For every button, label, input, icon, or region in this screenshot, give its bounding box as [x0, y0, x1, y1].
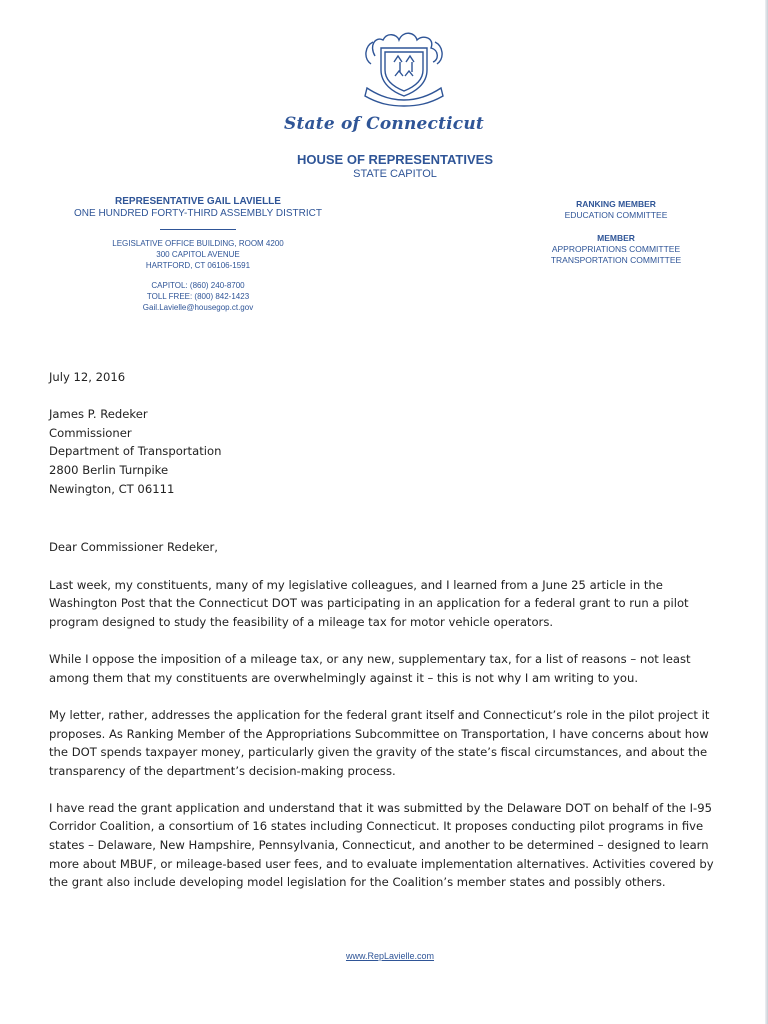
- address-line: LEGISLATIVE OFFICE BUILDING, ROOM 4200: [112, 239, 284, 248]
- office-address: [40, 238, 356, 271]
- divider: [160, 229, 236, 230]
- ranking-committee: EDUCATION COMMITTEE: [564, 210, 668, 220]
- representative-block: [40, 196, 356, 313]
- paragraph: Last week, my constituents, many of my legislative colleagues, and I learned from a June 25 article in the Washington Post that the Connecticut DOT was participating in an application for a federal grant to run a pilot program designed to study the feasibility of a mileage tax for motor vehicle operators.: [49, 577, 689, 629]
- recipient-line: Newington, CT 06111: [49, 481, 175, 496]
- paragraph: While I oppose the imposition of a mileage tax, or any new, supplementary tax, for a list of reasons – not least among them that my constituents are overwhelmingly against it – this is not why I am writing to you.: [49, 652, 691, 685]
- letter-date: July 12, 2016: [49, 370, 126, 384]
- member-label: MEMBER: [597, 233, 635, 243]
- website-link[interactable]: www.RepLavielle.com: [345, 951, 435, 961]
- representative-name: REPRESENTATIVE GAIL LAVIELLE: [115, 196, 281, 207]
- committee-block: [516, 199, 716, 266]
- chamber-name: HOUSE OF REPRESENTATIVES: [297, 152, 493, 167]
- recipient-address: [49, 405, 729, 498]
- recipient-line: Department of Transportation: [49, 444, 222, 459]
- connecticut-state-seal-icon: [359, 26, 449, 110]
- member-committee: TRANSPORTATION COMMITTEE: [550, 255, 682, 265]
- address-line: HARTFORD, CT 06106-1591: [145, 261, 251, 270]
- address-line: 300 CAPITOL AVENUE: [156, 250, 240, 259]
- email-link[interactable]: Gail.Lavielle@housegop.ct.gov: [142, 303, 254, 312]
- member-committee: APPROPRIATIONS COMMITTEE: [551, 244, 681, 254]
- salutation: Dear Commissioner Redeker,: [49, 540, 218, 555]
- recipient-line: James P. Redeker: [49, 407, 148, 422]
- paragraph: I have read the grant application and understand that it was submitted by the Delaware DOT on behalf of the I-95 Corridor Coalition, a consortium of 16 states including Connecticut. It proposes conducting pilot programs in five states – Delaware, New Hampshire, Pennsylvania, Connecticut, and another to be determined – designed to learn more about MBUF, or mileage-based user fees, and to evaluate implementation alternatives. Activities covered by the grant also include developing model legislation for the Coalition’s member states and possibly others.: [49, 800, 714, 890]
- assembly-district: ONE HUNDRED FORTY-THIRD ASSEMBLY DISTRICT: [74, 208, 322, 219]
- paragraph: My letter, rather, addresses the application for the federal grant itself and Connecticut’s role in the pilot project it proposes. As Ranking Member of the Appropriations Subcommittee on Transportation, I have concerns about how the DOT spends taxpayer money, particularly given the gravity of the state’s fiscal circumstances, and about the transparency of the department’s decision-making process.: [49, 707, 710, 778]
- state-name: State of Connecticut: [284, 114, 484, 134]
- building-name: STATE CAPITOL: [353, 168, 437, 180]
- contact-info: [40, 280, 356, 313]
- ranking-member-label: RANKING MEMBER: [576, 199, 656, 209]
- capitol-phone: CAPITOL: (860) 240-8700: [151, 281, 245, 290]
- letter-body: [49, 368, 729, 910]
- toll-free-phone: TOLL FREE: (800) 842-1423: [146, 292, 250, 301]
- recipient-line: Commissioner: [49, 425, 132, 440]
- recipient-line: 2800 Berlin Turnpike: [49, 462, 169, 477]
